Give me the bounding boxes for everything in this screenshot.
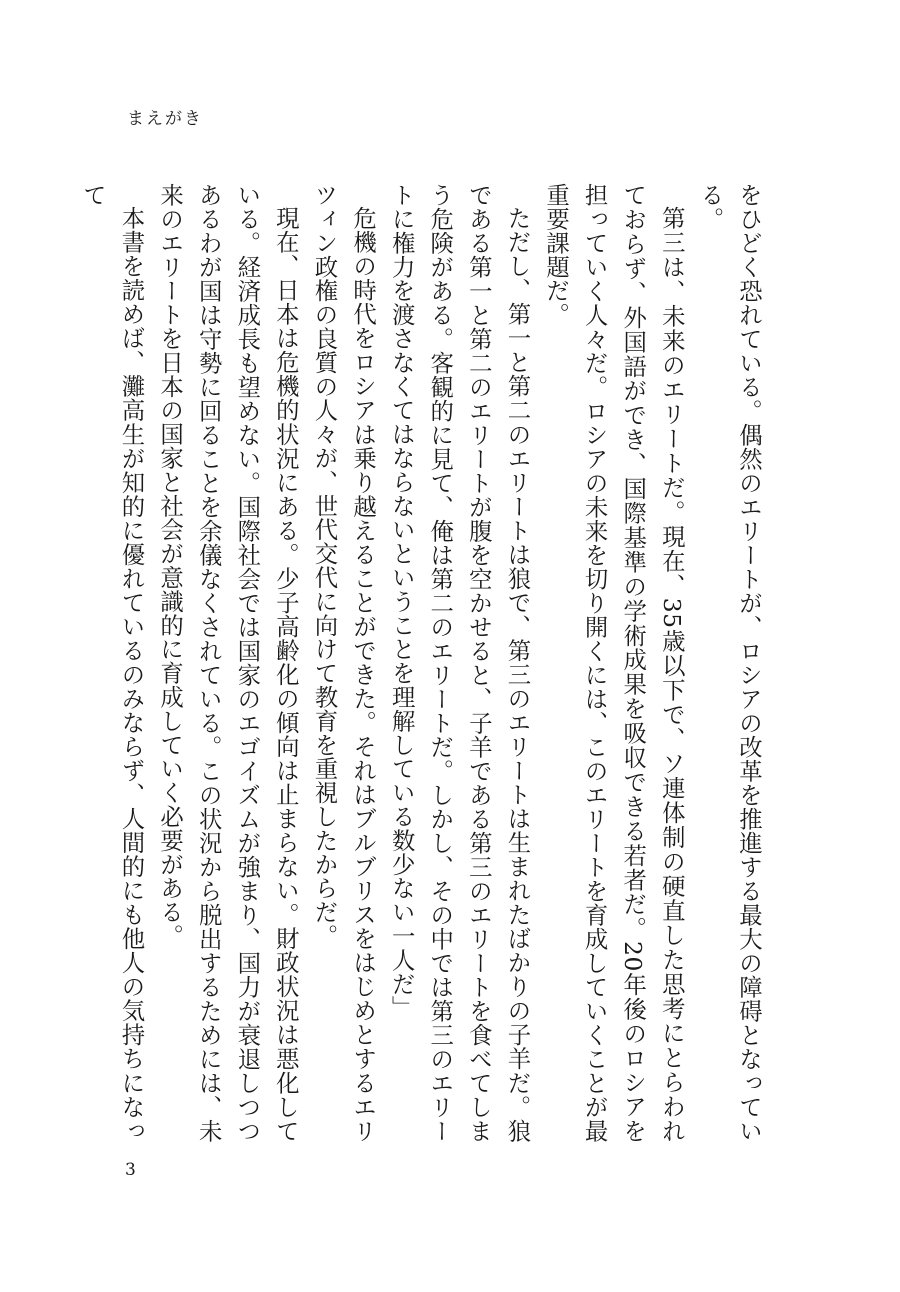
paragraph: をひどく恐れている。偶然のエリートが、ロシアの改革を推進する最大の障碍となっている。 bbox=[696, 183, 763, 1143]
paragraph: 危機の時代をロシアは乗り越えることができた。それはブルブリスをはじめとするエリツィン政権の良質の人々が、世代交代に向けて教育を重視したからだ。 bbox=[310, 183, 378, 1143]
running-head: まえがき bbox=[127, 109, 203, 129]
page-number: 3 bbox=[125, 1160, 136, 1180]
paragraph: 本書を読めば、灘高生が知的に優れているのみならず、人間的にも他人の気持ちになって bbox=[78, 183, 146, 1143]
paragraph: 第三は、未来のエリートだ。現在、35歳以下で、ソ連体制の硬直した思考にとらわれておらず、外国語ができ、国際基準の学術成果を吸収できる若者だ。20年後のロシアを担っていく人々だ。ロシアの未来を切り開くには、このエリートを育成していくことが最重要課題だ。 bbox=[542, 183, 686, 1143]
paragraph: 現在、日本は危機的状況にある。少子高齢化の傾向は止まらない。財政状況は悪化している。経済成長も望めない。国際社会では国家のエゴイズムが強まり、国力が衰退しつつあるわが国は守勢に回ることを余儀なくされている。この状況から脱出するためには、未来のエリートを日本の国家と社会が意識的に育成していく必要がある。 bbox=[156, 183, 300, 1143]
paragraph: ただし、第一と第二のエリートは狼で、第三のエリートは生まれたばかりの子羊だ。狼である第一と第二のエリートが腹を空かせると、子羊である第三のエリートを食べてしまう危険がある。客観的に見て、俺は第二のエリートだ。しかし、その中では第三のエリートに権力を渡さなくてはならないということを理解している数少ない一人だ」 bbox=[387, 183, 532, 1143]
body-text bbox=[78, 183, 768, 1143]
